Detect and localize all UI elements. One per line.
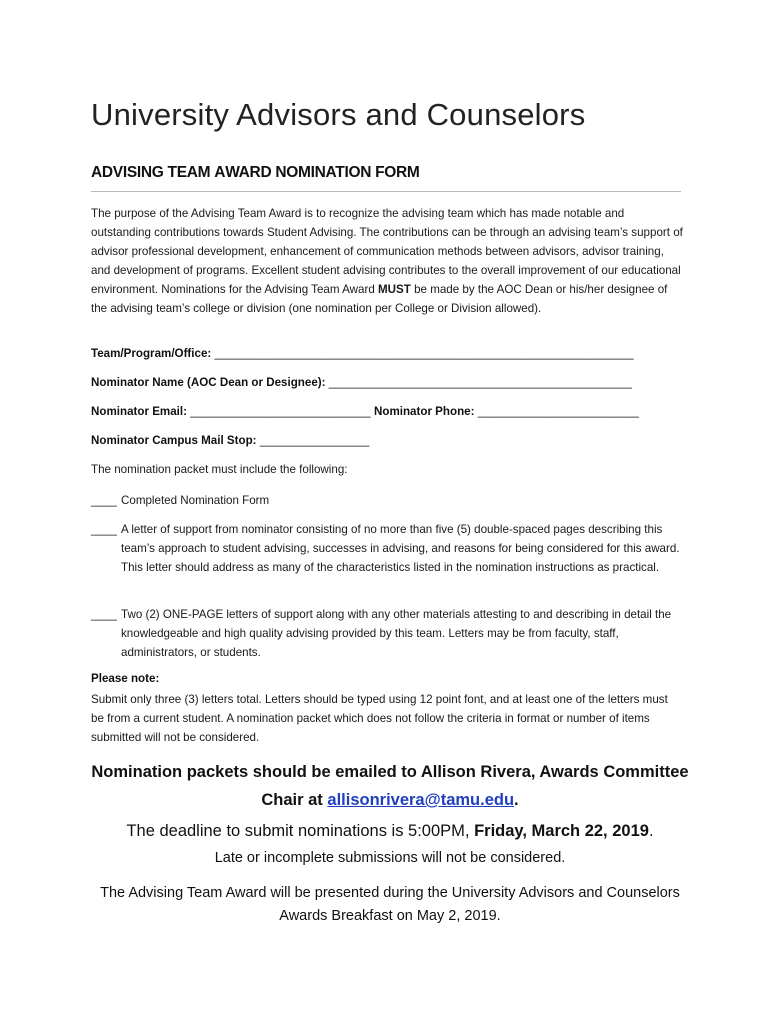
note-label: Please note:: [91, 672, 160, 685]
intro-paragraph: [91, 204, 683, 318]
mail-stop-label: Nominator Campus Mail Stop:: [91, 434, 260, 447]
nominator-name-input-line[interactable]: _______________________________________________: [328, 376, 632, 389]
checklist-text: Completed Nomination Form: [121, 494, 270, 507]
note-text: Submit only three (3) letters total. Letters should be typed using 12 point font, and at least one of the letters must be from a current student. A nomination packet which does not follow the criteria in format or number of items submitted will not be considered.: [91, 693, 668, 744]
nominator-contact-field[interactable]: [91, 405, 639, 418]
checklist-item: [91, 520, 683, 577]
intro-must: MUST: [378, 283, 411, 296]
mail-stop-input-line[interactable]: _________________: [259, 434, 370, 447]
checklist-text: Two (2) ONE-PAGE letters of support along with any other materials attesting to and describing in detail the knowledgeable and high quality advising provided by this team. Letters may be from faculty, staff, administrators, or students.: [121, 608, 672, 659]
nominator-phone-label: Nominator Phone:: [370, 405, 478, 418]
form-title-letter: T: [167, 164, 177, 181]
checklist-item: [91, 491, 683, 510]
page-title: University Advisors and Counselors: [91, 97, 586, 132]
nominator-email-input-line[interactable]: ____________________________: [190, 405, 371, 418]
team-input-line[interactable]: _________________________________________________________________: [214, 347, 634, 360]
late-notice: Late or incomplete submissions will not be considered.: [214, 850, 566, 866]
form-title-rest: DVISING: [101, 164, 168, 181]
deadline-text: The deadline to submit nominations is 5:00PM,: [126, 822, 475, 840]
form-title: [91, 164, 420, 182]
packet-intro: The nomination packet must include the following:: [91, 463, 348, 476]
mail-stop-field[interactable]: [91, 434, 369, 447]
form-title-letter: N: [275, 164, 287, 181]
form-title-rest: WARD: [225, 164, 276, 181]
deadline-end: .: [648, 822, 654, 840]
intro-text: The purpose of the Advising Team Award is to recognize the advising team which has made notable and outstanding contributions towards Student Advising. The contributions can be through an advising team’s support of advisor professional development, enhancement of communication methods between advisors, advisor training, and development of programs. Excellent student advising contributes to the overall improvement of our educational environment. Nominations for the Advising Team Award: [91, 207, 683, 296]
checklist-item: [91, 605, 683, 662]
form-title-letter: A: [91, 164, 102, 181]
checklist-blank[interactable]: ____: [91, 608, 117, 621]
form-title-letter: F: [375, 164, 385, 181]
deadline-date: Friday, March 22, 2019: [474, 822, 649, 840]
nominator-phone-input-line[interactable]: _________________________: [477, 405, 639, 418]
title-divider: [91, 191, 681, 192]
team-field[interactable]: [91, 347, 634, 360]
nominator-name-field[interactable]: [91, 376, 632, 389]
nominator-name-label: Nominator Name (AOC Dean or Designee):: [91, 376, 329, 389]
form-title-letter: A: [214, 164, 226, 181]
email-notice-end: .: [514, 791, 519, 809]
presentation-notice: The Advising Team Award will be presented during the University Advisors and Counselors Awards Breakfast on May 2, 2019.: [100, 885, 680, 924]
deadline-notice: [91, 822, 689, 841]
nominator-email-label: Nominator Email:: [91, 405, 191, 418]
email-link[interactable]: allisonrivera@tamu.edu: [327, 791, 515, 809]
email-notice: [91, 758, 689, 814]
checklist-blank[interactable]: ____: [91, 523, 117, 536]
form-title-rest: ORM: [384, 164, 420, 181]
form-title-rest: OMINATION: [286, 164, 376, 181]
checklist-text: A letter of support from nominator consisting of no more than five (5) double-spaced pages describing this team’s approach to student advising, successes in advising, and reasons for being considered for this award. This letter should address as many of the characteristics listed in the nomination instructions as practical.: [121, 523, 680, 574]
team-label: Team/Program/Office:: [91, 347, 215, 360]
intro-text-end: be made by the AOC Dean or his/her designee of the advising team’s college or division (one nomination per College or Division allowed).: [91, 283, 668, 315]
form-title-rest: EAM: [176, 164, 215, 181]
checklist-blank[interactable]: ____: [91, 494, 117, 507]
email-notice-text: Nomination packets should be emailed to Allison Rivera, Awards Committee Chair at: [91, 763, 689, 809]
